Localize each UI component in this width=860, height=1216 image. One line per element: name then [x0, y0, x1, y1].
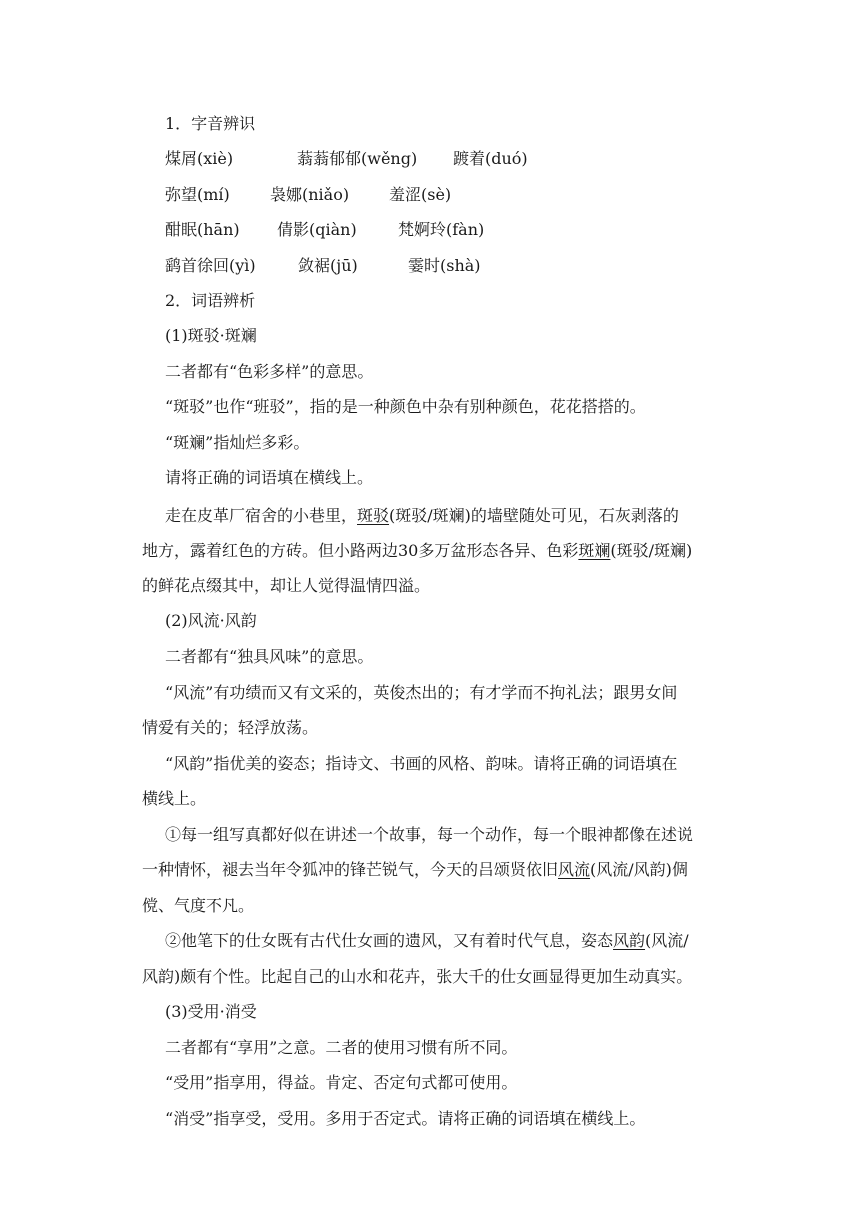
pronunciation-row-4 — [165, 255, 481, 277]
pron-item: 敛裾(jū) — [298, 256, 358, 275]
sub2-def2-line2: 横线上。 — [142, 789, 207, 808]
pron-item: 弥望(mí) — [165, 185, 230, 204]
example-text: ②他笔下的仕女既有古代仕女画的遗风，又有着时代气息，姿态 — [165, 931, 614, 950]
example-text: 一种情怀，褪去当年令狐冲的锋芒锐气，今天的吕颂贤依旧 — [142, 860, 559, 879]
sub2-common: 二者都有“独具风味”的意思。 — [165, 647, 374, 666]
sub2-example2-line2: 风韵)颇有个性。比起自己的山水和花卉，张大千的仕女画显得更加生动真实。 — [142, 967, 693, 986]
sub1-example-line1 — [165, 505, 679, 527]
sub1-example-line3: 的鲜花点缀其中，却让人觉得温情四溢。 — [142, 576, 431, 595]
sub3-title: (3)受用·消受 — [165, 1002, 257, 1021]
sub2-title: (2)风流·风韵 — [165, 611, 257, 630]
answer-blank: 斑斓 — [578, 541, 611, 560]
pron-item: 倩影(qiàn) — [277, 220, 357, 239]
example-text: 走在皮革厂宿舍的小巷里， — [165, 506, 358, 525]
answer-blank: 斑驳 — [357, 506, 390, 525]
pronunciation-row-3 — [165, 219, 484, 241]
sub2-def1-line2: 情爱有关的；轻浮放荡。 — [142, 718, 319, 737]
pron-item: 鹞首徐回(yì) — [165, 256, 256, 275]
answer-blank: 风韵 — [613, 931, 646, 950]
sub1-common: 二者都有“色彩多样”的意思。 — [165, 362, 374, 381]
pron-item: 酣眠(hān) — [165, 220, 240, 239]
sub1-def1: “斑驳”也作“班驳”，指的是一种颜色中杂有别种颜色，花花搭搭的。 — [165, 397, 646, 416]
sub1-title: (1)斑驳·斑斓 — [165, 326, 257, 345]
pronunciation-row-1 — [165, 148, 528, 170]
pron-item: 踱着(duó) — [453, 149, 528, 168]
answer-blank: 风流 — [558, 860, 591, 879]
sub1-def2: “斑斓”指灿烂多彩。 — [165, 433, 310, 452]
example-text: (斑驳/斑斓)的墙壁随处可见，石灰剥落的 — [389, 506, 679, 525]
pron-item: 蓊蓊郁郁(wěng) — [297, 149, 418, 168]
sub2-example1-line3: 傥、气度不凡。 — [142, 896, 255, 915]
sub1-example-line2 — [142, 540, 692, 562]
sub1-instruction: 请将正确的词语填在横线上。 — [165, 468, 374, 487]
sub2-def2-line1: “风韵”指优美的姿态；指诗文、书画的风格、韵味。请将正确的词语填在 — [165, 754, 678, 773]
sub2-example2-line1 — [165, 930, 689, 952]
pronunciation-row-2 — [165, 184, 451, 206]
pron-item: 袅娜(niǎo) — [270, 185, 350, 204]
example-text: (风流/风韵)倜 — [590, 860, 688, 879]
sub3-common: 二者都有“享用”之意。二者的使用习惯有所不同。 — [165, 1038, 518, 1057]
sub3-def2: “消受”指享受，受用。多用于否定式。请将正确的词语填在横线上。 — [165, 1109, 646, 1128]
pron-item: 煤屑(xiè) — [165, 149, 234, 168]
pron-item: 霎时(shà) — [408, 256, 481, 275]
pron-item: 梵婀玲(fàn) — [398, 220, 485, 239]
example-text: (斑驳/斑斓) — [610, 541, 693, 560]
sub3-def1: “受用”指享用，得益。肯定、否定句式都可使用。 — [165, 1073, 518, 1092]
section2-heading: 2．词语辨析 — [165, 291, 256, 310]
sub2-example1-line1: ①每一组写真都好似在讲述一个故事，每一个动作，每一个眼神都像在述说 — [165, 825, 694, 844]
example-text: (风流/ — [645, 931, 689, 950]
sub2-def1-line1: “风流”有功绩而又有文采的，英俊杰出的；有才学而不拘礼法；跟男女间 — [165, 683, 678, 702]
sub2-example1-line2 — [142, 859, 688, 881]
section1-heading: 1．字音辨识 — [165, 114, 256, 133]
pron-item: 羞涩(sè) — [389, 185, 452, 204]
example-text: 地方，露着红色的方砖。但小路两边30多万盆形态各异、色彩 — [142, 541, 579, 560]
